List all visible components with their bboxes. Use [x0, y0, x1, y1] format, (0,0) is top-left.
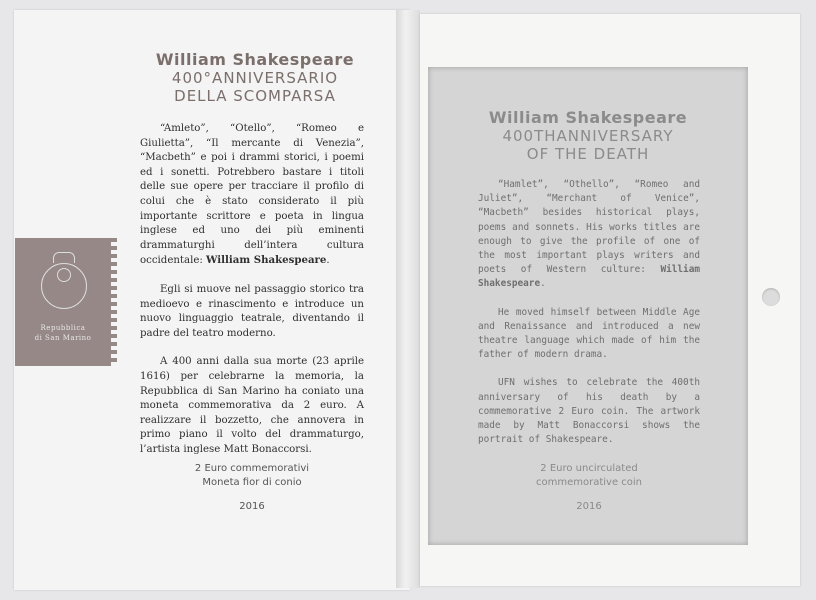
left-title: William Shakespeare [155, 50, 355, 69]
left-footer [140, 462, 364, 514]
san-marino-seal-tab [15, 238, 111, 366]
tower-icon [57, 268, 71, 282]
left-body [140, 122, 364, 471]
left-bold-name: William Shakespeare [206, 254, 327, 267]
left-paragraph-1: “Amleto”, “Otello”, “Romeo e Giulietta”, “Il mercante di Venezia”, “Macbeth” e poi i drammi storici, i poemi ed i sonetti. Potrebbero bastare i titoli delle sue opere per tracciare il profilo di colui che è stato considerato il più importante scrittore e poeta in lingua inglese ed uno dei più eminenti drammaturghi dell’intera cultura occidentale: William Shakespeare. [140, 123, 364, 267]
left-year: 2016 [239, 501, 265, 512]
left-footer-line-2: Moneta fior di conio [202, 477, 302, 488]
left-heading [140, 50, 370, 105]
right-footer [478, 462, 700, 514]
seal-tab-edge [111, 238, 117, 366]
left-paragraph-2: Egli si muove nel passaggio storico tra medioevo e rinascimento e introduce un nuovo linguaggio teatrale, diventando il padre del teatro moderno. [140, 283, 364, 339]
coin-thumb-hole [762, 288, 780, 306]
left-subtitle-2: DELLA SCOMPARSA [174, 87, 336, 105]
right-year: 2016 [576, 501, 602, 512]
folder-spine [396, 10, 420, 588]
right-subtitle-1: 400THANNIVERSARY [502, 127, 674, 145]
right-paragraph-1: “Hamlet”, “Othello”, “Romeo and Juliet”, “Merchant of Venice”, “Macbeth” besides historical plays, poems and sonnets. His works titles are enough to give the profile of one of the most important plays writers and poets of Western culture: William Shakespeare. [478, 179, 700, 290]
right-footer-line-2: commemorative coin [535, 477, 643, 488]
right-paragraph-2: He moved himself between Middle Age and Renaissance and introduced a new theatre language which made of him the father of modern drama. [478, 306, 700, 361]
right-footer-line-1: 2 Euro uncirculated [540, 463, 638, 474]
right-bold-name: William Shakespeare [478, 264, 700, 290]
right-subtitle-2: OF THE DEATH [526, 145, 650, 163]
left-paragraph-3: A 400 anni dalla sua morte (23 aprile 1616) per celebrarne la memoria, la Repubblica di San Marino ha coniato una moneta commemorativa da 2 euro. A realizzare il bozzetto, che annovera in primo piano il volto del drammaturgo, l’artista inglese Matt Bonaccorsi. [140, 356, 364, 455]
seal-label-1: Repubblica [40, 324, 86, 332]
crown-icon [53, 252, 75, 263]
right-body [478, 178, 700, 461]
right-heading [468, 108, 708, 163]
right-title: William Shakespeare [488, 108, 688, 127]
left-footer-line-1: 2 Euro commemorativi [194, 463, 310, 474]
right-paragraph-3: UFN wishes to celebrate the 400th anniversary of his death by a commemorative 2 Euro coin. The artwork made by Matt Bonaccorsi shows the portrait of Shakespeare. [478, 377, 700, 446]
left-subtitle-1: 400°ANNIVERSARIO [171, 69, 339, 87]
seal-label-2: di San Marino [34, 334, 92, 342]
